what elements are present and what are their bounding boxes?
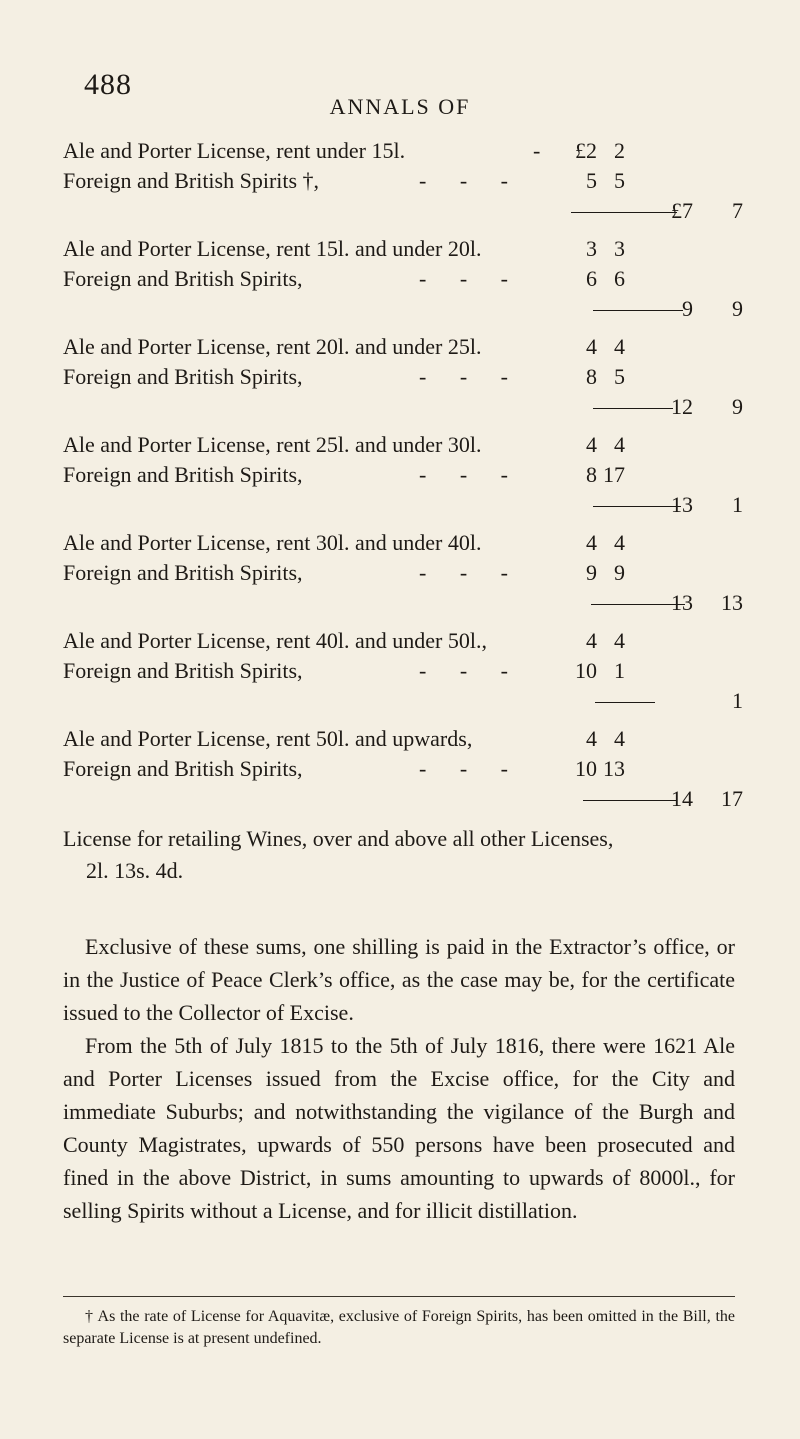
spirits-label: Foreign and British Spirits, xyxy=(63,462,303,487)
total-row xyxy=(63,786,773,816)
spirits-label: Foreign and British Spirits, xyxy=(63,658,303,683)
leader-dashes: - - - xyxy=(419,658,522,683)
total-pounds: 13 xyxy=(671,590,693,615)
total-row xyxy=(63,688,773,718)
ale-porter-label: Ale and Porter License, rent 30l. and under 40l. xyxy=(63,530,482,555)
total-row xyxy=(63,492,773,522)
spirits-label: Foreign and British Spirits, xyxy=(63,266,303,291)
leader-dashes: - xyxy=(533,138,555,163)
total-pounds: 9 xyxy=(682,296,693,321)
leader-dashes: - - - xyxy=(419,364,522,389)
spirits-pounds: 5 xyxy=(586,168,597,193)
total-pounds: 12 xyxy=(671,394,693,419)
spirits-pounds: 10 xyxy=(575,756,597,781)
ale-shillings: 4 xyxy=(614,726,625,751)
wine-licence-amount: 2l. 13s. 4d. xyxy=(86,858,184,883)
licence-block xyxy=(63,334,773,432)
licence-block xyxy=(63,530,773,628)
leader-dashes: - - - xyxy=(419,560,522,585)
spirits-pounds: 9 xyxy=(586,560,597,585)
footnote-rule xyxy=(63,1296,735,1297)
ale-porter-row xyxy=(63,726,773,756)
spirits-row xyxy=(63,168,773,198)
total-pounds: 14 xyxy=(671,786,693,811)
total-row xyxy=(63,394,773,424)
ale-porter-label: Ale and Porter License, rent 20l. and under 25l. xyxy=(63,334,482,359)
ale-porter-row xyxy=(63,628,773,658)
licence-table xyxy=(63,138,773,824)
total-row xyxy=(63,296,773,326)
spirits-row xyxy=(63,266,773,296)
spirits-row xyxy=(63,756,773,786)
ale-shillings: 3 xyxy=(614,236,625,261)
ale-pounds: 4 xyxy=(586,530,597,555)
ale-porter-label: Ale and Porter License, rent 25l. and under 30l. xyxy=(63,432,482,457)
spirits-shillings: 9 xyxy=(614,560,625,585)
spirits-label: Foreign and British Spirits, xyxy=(63,756,303,781)
leader-dashes: - - - xyxy=(419,266,522,291)
licence-block xyxy=(63,138,773,236)
spirits-shillings: 13 xyxy=(603,756,625,781)
total-shillings: 13 xyxy=(721,590,743,615)
spirits-shillings: 5 xyxy=(614,168,625,193)
spirits-pounds: 6 xyxy=(586,266,597,291)
spirits-shillings: 17 xyxy=(603,462,625,487)
spirits-label: Foreign and British Spirits †, xyxy=(63,168,320,193)
leader-dashes: - - - xyxy=(419,168,522,193)
ale-porter-row xyxy=(63,432,773,462)
total-pounds: £7 xyxy=(671,198,693,223)
ale-pounds: £2 xyxy=(575,138,597,163)
spirits-shillings: 5 xyxy=(614,364,625,389)
ale-pounds: 3 xyxy=(586,236,597,261)
total-shillings: 17 xyxy=(721,786,743,811)
ale-shillings: 4 xyxy=(614,432,625,457)
ale-porter-row xyxy=(63,236,773,266)
page-number: 488 xyxy=(84,68,132,101)
leader-dashes: - - - xyxy=(419,756,522,781)
wine-licence-note: License for retailing Wines, over and above all other Licenses, xyxy=(63,826,614,851)
ale-porter-label: Ale and Porter License, rent 40l. and under 50l., xyxy=(63,628,487,653)
total-shillings: 1 xyxy=(732,492,743,517)
licence-block xyxy=(63,236,773,334)
ale-pounds: 4 xyxy=(586,726,597,751)
spirits-row xyxy=(63,364,773,394)
ale-porter-label: Ale and Porter License, rent 50l. and upwards, xyxy=(63,726,473,751)
ale-porter-row xyxy=(63,530,773,560)
running-head: ANNALS OF xyxy=(329,94,471,119)
ale-shillings: 4 xyxy=(614,530,625,555)
ale-pounds: 4 xyxy=(586,432,597,457)
ale-pounds: 4 xyxy=(586,334,597,359)
licence-block xyxy=(63,726,773,824)
ale-porter-row xyxy=(63,334,773,364)
ale-porter-label: Ale and Porter License, rent under 15l. xyxy=(63,138,406,163)
spirits-shillings: 6 xyxy=(614,266,625,291)
total-shillings: 1 xyxy=(732,688,743,713)
total-row xyxy=(63,590,773,620)
ale-shillings: 4 xyxy=(614,334,625,359)
spirits-label: Foreign and British Spirits, xyxy=(63,364,303,389)
total-pounds: 13 xyxy=(671,492,693,517)
spirits-row xyxy=(63,560,773,590)
paragraph-licence-statistics: From the 5th of July 1815 to the 5th of July 1816, there were 1621 Ale and Porter Licenses issued from the Excise office, for the City and immediate Suburbs; and notwithstanding the vigilance of the Burgh and County Magistrates, upwards of 550 persons have been prosecuted and fined in the above District, in sums amounting to upwards of 8000l., for selling Spirits without a License, and for illicit distillation. xyxy=(63,1033,735,1223)
ale-porter-label: Ale and Porter License, rent 15l. and under 20l. xyxy=(63,236,482,261)
licence-block xyxy=(63,628,773,726)
body-text xyxy=(63,930,735,1227)
spirits-pounds: 10 xyxy=(575,658,597,683)
licence-block xyxy=(63,432,773,530)
total-rule xyxy=(595,702,655,703)
spirits-pounds: 8 xyxy=(586,462,597,487)
paragraph-extractor-fee: Exclusive of these sums, one shilling is paid in the Extractor’s office, or in the Justice of Peace Clerk’s office, as the case may be, for the certificate issued to the Collector of Excise. xyxy=(63,934,735,1025)
total-shillings: 7 xyxy=(732,198,743,223)
total-row xyxy=(63,198,773,228)
spirits-row xyxy=(63,658,773,688)
total-shillings: 9 xyxy=(732,296,743,321)
leader-dashes: - - - xyxy=(419,462,522,487)
spirits-row xyxy=(63,462,773,492)
ale-porter-row xyxy=(63,138,773,168)
ale-pounds: 4 xyxy=(586,628,597,653)
footnote xyxy=(63,1306,735,1350)
total-shillings: 9 xyxy=(732,394,743,419)
ale-shillings: 4 xyxy=(614,628,625,653)
footnote-text: † As the rate of License for Aquavitæ, exclusive of Foreign Spirits, has been omitted in the Bill, the separate License is at present undefined. xyxy=(63,1308,735,1347)
spirits-label: Foreign and British Spirits, xyxy=(63,560,303,585)
spirits-pounds: 8 xyxy=(586,364,597,389)
ale-shillings: 2 xyxy=(614,138,625,163)
spirits-shillings: 1 xyxy=(614,658,625,683)
